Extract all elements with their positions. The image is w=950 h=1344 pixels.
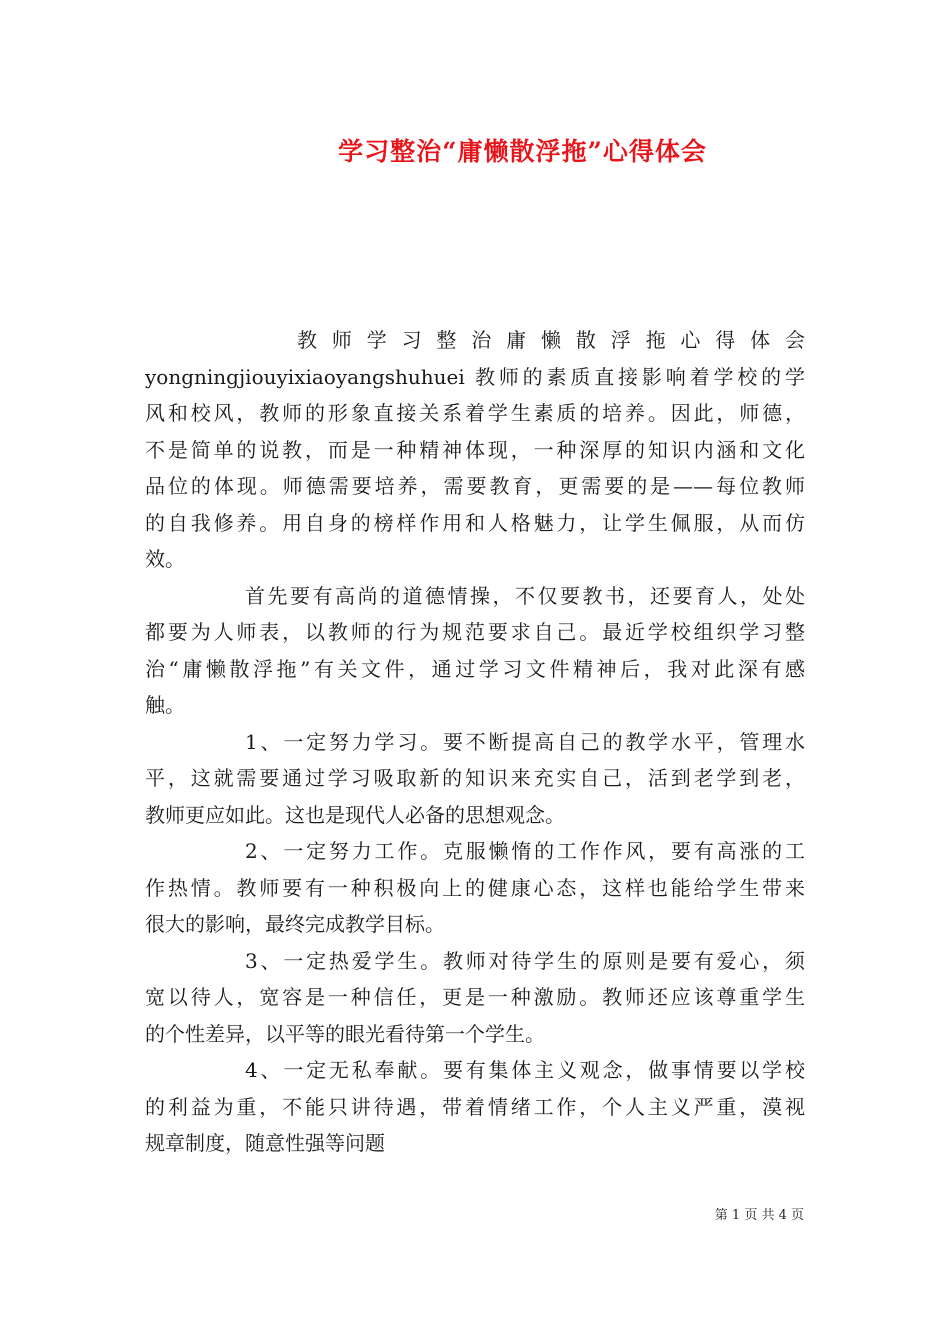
body-line: 的自我修养。用自身的榜样作用和人格魅力，让学生佩服，从而仿 [145,510,805,535]
body-line: 作热情。教师要有一种积极向上的健康心态，这样也能给学生带来 [145,875,805,900]
body-line: 宽以待人，宽容是一种信任，更是一种激励。教师还应该尊重学生 [145,985,805,1009]
body-line: 平，这就需要通过学习吸取新的知识来充实自己，活到老学到老， [145,766,805,790]
body-line: 4、一定无私奉献。要有集体主义观念，做事情要以学校 [245,1058,805,1082]
body-line: 触。 [145,693,185,717]
body-line: 不是简单的说教，而是一种精神体现，一种深厚的知识内涵和文化 [145,437,805,462]
body-line: 都要为人师表，以教师的行为规范要求自己。最近学校组织学习整 [145,620,805,644]
body-line: 的个性差异，以平等的眼光看待第一个学生。 [145,1021,545,1046]
body-line: 效。 [145,547,185,571]
body-line: 品位的体现。师德需要培养，需要教育，更需要的是——每位教师 [145,474,805,498]
body-line: 2、一定努力工作。克服懒惰的工作作风，要有高涨的工 [245,839,805,863]
body-line: 教 师 学 习 整 治 庸 懒 散 浮 拖 心 得 体 会 [297,328,805,352]
page-number: 第 1 页 共 4 页 [714,1208,804,1223]
body-line: 风和校风，教师的形象直接关系着学生素质的培养。因此，师德， [145,401,805,425]
body-line: 很大的影响，最终完成教学目标。 [145,912,445,936]
body-line: 治“庸懒散浮拖”有关文件，通过学习文件精神后，我对此深有感 [145,656,805,681]
body-line: 3、一定热爱学生。教师对待学生的原则是要有爱心，须 [245,948,805,973]
body-line: 的利益为重，不能只讲待遇，带着情绪工作，个人主义严重，漠视 [145,1094,805,1119]
document-body [145,322,805,1162]
body-line: yongningjiouyixiaoyangshuhuei 教师的素质直接影响着学校的学 [145,364,805,389]
body-line: 教师更应如此。这也是现代人必备的思想观念。 [145,802,565,827]
body-line: 规章制度，随意性强等问题 [145,1131,385,1155]
body-line: 首先要有高尚的道德情操，不仅要教书，还要育人，处处 [245,583,805,608]
document-title: 学习整治“庸懒散浮拖”心得体会 [338,137,707,166]
body-line: 1、一定努力学习。要不断提高自己的教学水平，管理水 [245,729,805,754]
